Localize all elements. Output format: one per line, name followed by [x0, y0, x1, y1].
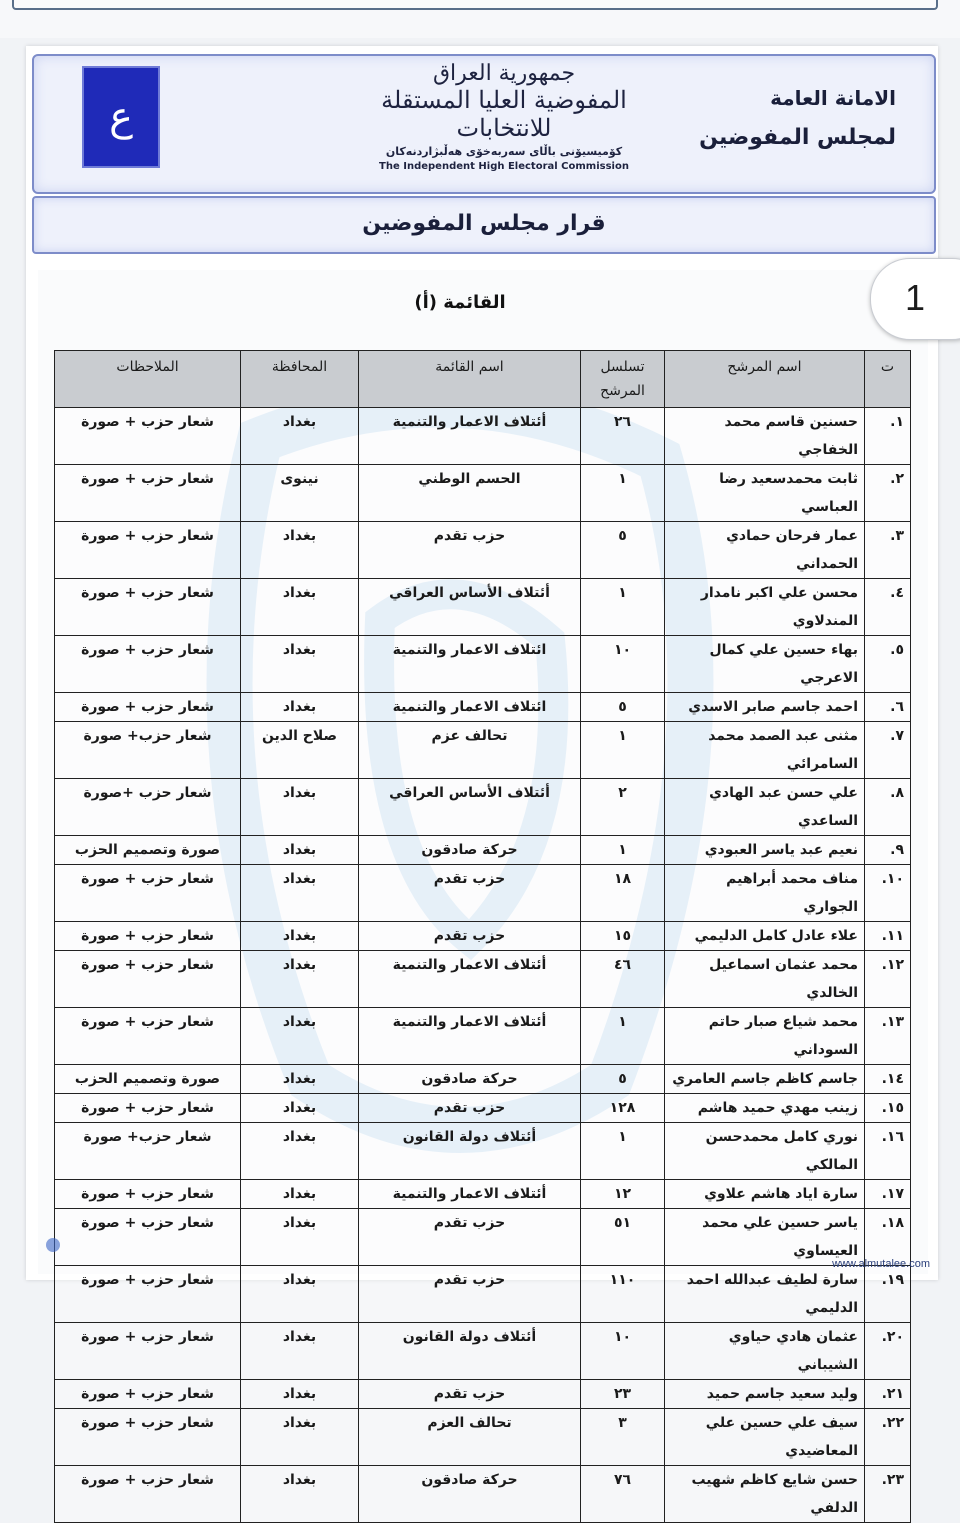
- cell-candidate-name: عثمان هادي حياوي الشيباني: [665, 1323, 865, 1380]
- table-row: [55, 1065, 911, 1094]
- table-row: [55, 722, 911, 779]
- cell-governorate: بغداد: [241, 1209, 359, 1266]
- cell-candidate-sequence: ٥١: [581, 1209, 665, 1266]
- cell-number: ٤.: [865, 579, 911, 636]
- cell-number: ١٧.: [865, 1180, 911, 1209]
- table-row: [55, 693, 911, 722]
- cell-candidate-sequence: ١٢: [581, 1180, 665, 1209]
- cell-list-name: حركة صادقون: [359, 1466, 581, 1523]
- cell-governorate: بغداد: [241, 579, 359, 636]
- cell-notes: شعار حزب + صورة: [55, 522, 241, 579]
- cell-candidate-name: حسن شايع كاظم شهيب الدلفي: [665, 1466, 865, 1523]
- table-row: [55, 522, 911, 579]
- table-row: [55, 579, 911, 636]
- cell-candidate-sequence: ١: [581, 1008, 665, 1065]
- cell-governorate: بغداد: [241, 865, 359, 922]
- letterhead: [32, 54, 936, 194]
- table-row: [55, 1323, 911, 1380]
- cell-notes: شعار حزب + صورة: [55, 1008, 241, 1065]
- cell-number: ١١.: [865, 922, 911, 951]
- cell-list-name: ائتلاف الاعمار والتنمية: [359, 636, 581, 693]
- cell-notes: شعار حزب + صورة: [55, 1266, 241, 1323]
- cell-notes: شعار حزب + صورة: [55, 865, 241, 922]
- cell-candidate-name: سيف علي حسين علي المعاضيدي: [665, 1409, 865, 1466]
- cell-governorate: بغداد: [241, 1008, 359, 1065]
- cell-notes: شعار حزب + صورة: [55, 1209, 241, 1266]
- cell-list-name: حركة صادقون: [359, 1065, 581, 1094]
- cell-governorate: نينوى: [241, 465, 359, 522]
- cell-list-name: تحالف عزم: [359, 722, 581, 779]
- cell-candidate-sequence: ٧٦: [581, 1466, 665, 1523]
- cell-list-name: أئتلاف دولة القانون: [359, 1323, 581, 1380]
- decorative-dot: [46, 1238, 60, 1252]
- cell-list-name: حزب تقدم: [359, 1266, 581, 1323]
- cell-candidate-name: مثنى عبد الصمد محمد السامرائي: [665, 722, 865, 779]
- cell-list-name: أئتلاف دولة القانون: [359, 1123, 581, 1180]
- cell-governorate: بغداد: [241, 693, 359, 722]
- cell-candidate-sequence: ١١٠: [581, 1266, 665, 1323]
- previous-page-strip: [0, 0, 960, 38]
- cell-candidate-sequence: ٤٦: [581, 951, 665, 1008]
- commission-name-ar-line2: المفوضية العليا المستقلة للانتخابات: [381, 86, 627, 142]
- cell-notes: شعار حزب + صورة: [55, 1323, 241, 1380]
- cell-notes: صورة وتصميم الحزب: [55, 836, 241, 865]
- table-row: [55, 922, 911, 951]
- cell-governorate: صلاح الدين: [241, 722, 359, 779]
- cell-candidate-sequence: ١٥: [581, 922, 665, 951]
- cell-governorate: بغداد: [241, 1180, 359, 1209]
- ihec-logo-icon: ع: [109, 94, 133, 140]
- table-row: [55, 1409, 911, 1466]
- table-row: [55, 1209, 911, 1266]
- cell-number: ٦.: [865, 693, 911, 722]
- cell-candidate-name: نعيم عبد ياسر العبودي: [665, 836, 865, 865]
- cell-list-name: حزب تقدم: [359, 522, 581, 579]
- site-credit: www.almutalee.com: [832, 1258, 930, 1270]
- cell-number: ١٦.: [865, 1123, 911, 1180]
- cell-notes: شعار حزب + صورة: [55, 1180, 241, 1209]
- table-row: [55, 1466, 911, 1523]
- cell-candidate-name: محمد شياع صبار حاتم السوداني: [665, 1008, 865, 1065]
- cell-candidate-name: زينب مهدي حميد هاشم: [665, 1094, 865, 1123]
- cell-number: ١٨.: [865, 1209, 911, 1266]
- cell-governorate: بغداد: [241, 1323, 359, 1380]
- cell-list-name: ائتلاف الاعمار والتنمية: [359, 693, 581, 722]
- table-row: [55, 779, 911, 836]
- cell-candidate-name: ياسر حسين علي محمد العيساوي: [665, 1209, 865, 1266]
- commission-name-block: [354, 62, 654, 174]
- cell-governorate: بغداد: [241, 1266, 359, 1323]
- cell-list-name: الحسم الوطني: [359, 465, 581, 522]
- table-row: [55, 1123, 911, 1180]
- cell-candidate-name: سارة اياد هاشم علاوي: [665, 1180, 865, 1209]
- table-row: [55, 1180, 911, 1209]
- header-col-governorate: المحافظة: [241, 351, 359, 408]
- cell-list-name: أئتلاف الاعمار والتنمية: [359, 951, 581, 1008]
- cell-notes: صورة وتصميم الحزب: [55, 1065, 241, 1094]
- cell-candidate-sequence: ٢: [581, 779, 665, 836]
- cell-notes: شعار حزب + صورة: [55, 408, 241, 465]
- cell-governorate: بغداد: [241, 1466, 359, 1523]
- secretariat-line1: الامانة العامة: [770, 86, 896, 110]
- cell-governorate: بغداد: [241, 1409, 359, 1466]
- cell-notes: شعار حزب + صورة: [55, 579, 241, 636]
- cell-number: ١٢.: [865, 951, 911, 1008]
- cell-candidate-sequence: ١٠: [581, 636, 665, 693]
- cell-candidate-name: عمار فرحان حمادي الحمداني: [665, 522, 865, 579]
- cell-candidate-name: جاسم كاظم جاسم العامري: [665, 1065, 865, 1094]
- cell-number: ١٩.: [865, 1266, 911, 1323]
- cell-candidate-name: نوري كامل محمدحسن المالكي: [665, 1123, 865, 1180]
- cell-notes: شعار حزب + صورة: [55, 1466, 241, 1523]
- table-row: [55, 465, 911, 522]
- table-header-row: [55, 351, 911, 408]
- cell-number: ٣.: [865, 522, 911, 579]
- cell-number: ٢١.: [865, 1380, 911, 1409]
- header-col-candidate-name: اسم المرشح: [665, 351, 865, 408]
- cell-notes: شعار حزب + صورة: [55, 1380, 241, 1409]
- cell-number: ٨.: [865, 779, 911, 836]
- commission-name-ar-line1: جمهورية العراق: [432, 61, 576, 86]
- cell-notes: شعار حزب+ صورة: [55, 722, 241, 779]
- cell-candidate-name: احمد جاسم صابر الاسدي: [665, 693, 865, 722]
- cell-governorate: بغداد: [241, 779, 359, 836]
- page-number: 1: [905, 277, 926, 318]
- cell-candidate-name: ثابت محمدسعيد رضا العباسي: [665, 465, 865, 522]
- cell-candidate-name: سارة لطيف عبدالله احمد الدليمي: [665, 1266, 865, 1323]
- cell-candidate-name: علي حسن عبد الهادي الساعدي: [665, 779, 865, 836]
- table-row: [55, 1380, 911, 1409]
- cell-governorate: بغداد: [241, 636, 359, 693]
- cell-governorate: بغداد: [241, 1380, 359, 1409]
- cell-number: ١٥.: [865, 1094, 911, 1123]
- cell-list-name: أئتلاف الأساس العراقي: [359, 579, 581, 636]
- commission-name-ku: كۆمیسیۆنی باڵای سەربەخۆی هەڵبژاردنەکان: [385, 145, 623, 158]
- cell-number: ٩.: [865, 836, 911, 865]
- commission-name-en: The Independent High Electoral Commission: [379, 161, 629, 172]
- decision-title: قرار مجلس المفوضين: [32, 196, 936, 254]
- cell-number: ١٠.: [865, 865, 911, 922]
- header-col-list-name: اسم القائمة: [359, 351, 581, 408]
- table-row: [55, 1094, 911, 1123]
- header-col-notes: الملاحظات: [55, 351, 241, 408]
- cell-candidate-sequence: ٥: [581, 693, 665, 722]
- list-title: القائمة (أ): [414, 292, 506, 313]
- secretariat-line2: لمجلس المفوضين: [699, 125, 896, 150]
- cell-number: ٢٢.: [865, 1409, 911, 1466]
- cell-notes: شعار حزب + صورة: [55, 693, 241, 722]
- cell-candidate-sequence: ١٢٨: [581, 1094, 665, 1123]
- cell-candidate-name: محسن علي اكبر نامدار المندلاوي: [665, 579, 865, 636]
- cell-number: ٢٣.: [865, 1466, 911, 1523]
- cell-governorate: بغداد: [241, 408, 359, 465]
- cell-list-name: حزب تقدم: [359, 1380, 581, 1409]
- ihec-logo: [82, 66, 160, 168]
- cell-list-name: حزب تقدم: [359, 865, 581, 922]
- cell-notes: شعار حزب + صورة: [55, 951, 241, 1008]
- cell-candidate-sequence: ١٠: [581, 1323, 665, 1380]
- cell-candidate-sequence: ١: [581, 579, 665, 636]
- cell-notes: شعار حزب + صورة: [55, 636, 241, 693]
- cell-candidate-sequence: ١: [581, 465, 665, 522]
- cell-candidate-name: مناف محمد أبراهيم الجواري: [665, 865, 865, 922]
- table-row: [55, 1008, 911, 1065]
- header-col-candidate-sequence: تسلسل المرشح: [581, 351, 665, 408]
- candidates-table: [54, 350, 911, 1523]
- table-row: [55, 408, 911, 465]
- table-row: [55, 1266, 911, 1323]
- cell-governorate: بغداد: [241, 951, 359, 1008]
- cell-governorate: بغداد: [241, 1123, 359, 1180]
- cell-candidate-sequence: ٣: [581, 1409, 665, 1466]
- cell-governorate: بغداد: [241, 836, 359, 865]
- cell-candidate-name: محمد عثمان اسماعيل الخالدي: [665, 951, 865, 1008]
- table-row: [55, 836, 911, 865]
- cell-number: ١٣.: [865, 1008, 911, 1065]
- cell-number: ١٤.: [865, 1065, 911, 1094]
- cell-candidate-sequence: ١: [581, 722, 665, 779]
- cell-candidate-name: بهاء حسين علي كمال الاعرجي: [665, 636, 865, 693]
- page-number-badge: [870, 258, 960, 340]
- header-col-number: ت: [865, 351, 911, 408]
- cell-number: ٢.: [865, 465, 911, 522]
- cell-notes: شعار حزب + صورة: [55, 1409, 241, 1466]
- cell-notes: شعار حزب+ صورة: [55, 1123, 241, 1180]
- cell-number: ٥.: [865, 636, 911, 693]
- cell-candidate-sequence: ٢٦: [581, 408, 665, 465]
- cell-notes: شعار حزب +صورة: [55, 779, 241, 836]
- cell-candidate-sequence: ١: [581, 1123, 665, 1180]
- cell-notes: شعار حزب + صورة: [55, 922, 241, 951]
- cell-governorate: بغداد: [241, 1094, 359, 1123]
- cell-notes: شعار حزب + صورة: [55, 465, 241, 522]
- cell-candidate-name: علاء عادل كامل الدليمي: [665, 922, 865, 951]
- cell-candidate-sequence: ٥: [581, 522, 665, 579]
- cell-governorate: بغداد: [241, 1065, 359, 1094]
- table-row: [55, 865, 911, 922]
- secretariat-title: [699, 84, 896, 158]
- cell-list-name: أئتلاف الاعمار والتنمية: [359, 1008, 581, 1065]
- table-row: [55, 636, 911, 693]
- cell-list-name: حزب تقدم: [359, 1094, 581, 1123]
- cell-list-name: أئتلاف الاعمار والتنمية: [359, 408, 581, 465]
- cell-number: ٧.: [865, 722, 911, 779]
- cell-list-name: أئتلاف الاعمار والتنمية: [359, 1180, 581, 1209]
- cell-governorate: بغداد: [241, 522, 359, 579]
- cell-candidate-sequence: ١٨: [581, 865, 665, 922]
- cell-list-name: حزب تقدم: [359, 1209, 581, 1266]
- cell-candidate-name: وليد سعيد جاسم حميد: [665, 1380, 865, 1409]
- table-row: [55, 951, 911, 1008]
- cell-notes: شعار حزب + صورة: [55, 1094, 241, 1123]
- cell-governorate: بغداد: [241, 922, 359, 951]
- cell-list-name: أئتلاف الأساس العراقي: [359, 779, 581, 836]
- cell-list-name: حزب تقدم: [359, 922, 581, 951]
- cell-number: ٢٠.: [865, 1323, 911, 1380]
- cell-candidate-sequence: ١: [581, 836, 665, 865]
- cell-candidate-sequence: ٢٣: [581, 1380, 665, 1409]
- cell-list-name: حركة صادقون: [359, 836, 581, 865]
- cell-candidate-sequence: ٥: [581, 1065, 665, 1094]
- cell-list-name: تحالف العزم: [359, 1409, 581, 1466]
- cell-number: ١.: [865, 408, 911, 465]
- cell-candidate-name: حسنين قاسم محمد الخفاجي: [665, 408, 865, 465]
